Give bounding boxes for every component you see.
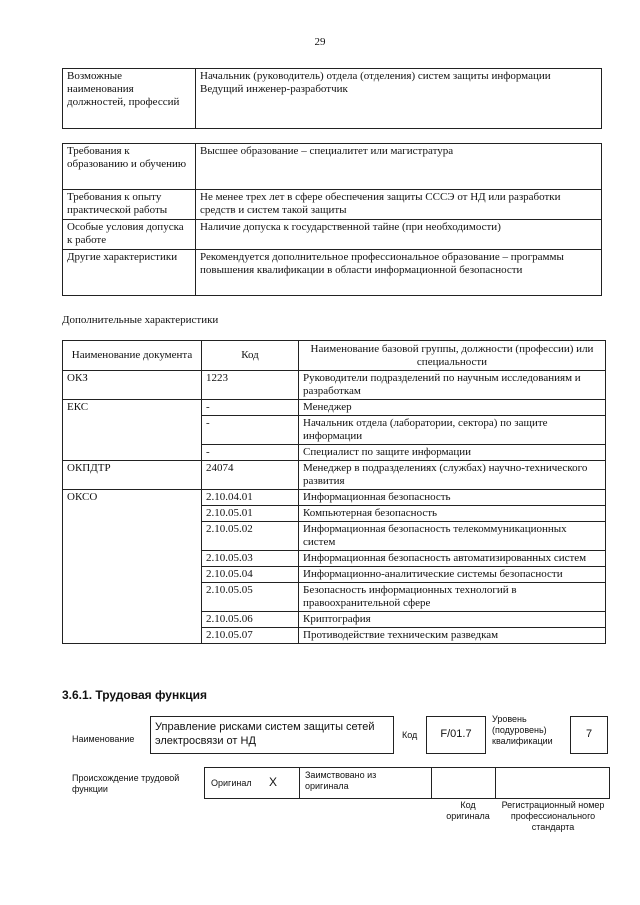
table-row bbox=[63, 220, 602, 250]
name-cell: Специалист по защите информации bbox=[299, 445, 606, 461]
table-row bbox=[63, 190, 602, 220]
table-row bbox=[63, 371, 606, 400]
code-cell: 2.10.05.03 bbox=[202, 551, 299, 567]
code-cell: 2.10.04.01 bbox=[202, 490, 299, 506]
name-cell: Информационно-аналитические системы безопасности bbox=[299, 567, 606, 583]
code-cell: 2.10.05.04 bbox=[202, 567, 299, 583]
code-cell: - bbox=[202, 416, 299, 445]
section-title: 3.6.1. Трудовая функция bbox=[62, 688, 207, 702]
code-original-caption: Код оригинала bbox=[446, 800, 490, 821]
name-cell: Начальник отдела (лаборатории, сектора) по защите информации bbox=[299, 416, 606, 445]
row-value: Не менее трех лет в сфере обеспечения защиты СССЭ от НД или разработки средств и систем такой защиты bbox=[196, 190, 602, 220]
table-row bbox=[63, 250, 602, 296]
name-cell: Информационная безопасность автоматизированных систем bbox=[299, 551, 606, 567]
name-cell: Компьютерная безопасность bbox=[299, 506, 606, 522]
table-row bbox=[63, 69, 602, 129]
table-header-row bbox=[63, 341, 606, 371]
name-cell: Менеджер в подразделениях (службах) научно-технического развития bbox=[299, 461, 606, 490]
origin-row bbox=[204, 767, 610, 799]
code-label: Код bbox=[402, 730, 418, 740]
row-label: Требования к опыту практической работы bbox=[63, 190, 196, 220]
row-value: Высшее образование – специалитет или магистратура bbox=[196, 144, 602, 190]
name-cell: Криптография bbox=[299, 612, 606, 628]
header-name: Наименование базовой группы, должности (профессии) или специальности bbox=[299, 341, 606, 371]
reg-number-caption: Регистрационный номер профессионального стандарта bbox=[501, 800, 605, 832]
code-cell: 2.10.05.06 bbox=[202, 612, 299, 628]
possible-positions-table bbox=[62, 68, 602, 129]
level-box bbox=[570, 716, 608, 754]
name-label: Наименование bbox=[72, 734, 135, 744]
doc-cell: ОКПДТР bbox=[63, 461, 202, 490]
function-name-box bbox=[150, 716, 394, 754]
name-cell: Руководители подразделений по научным исследованиям и разработкам bbox=[299, 371, 606, 400]
additional-characteristics-caption: Дополнительные характеристики bbox=[62, 314, 219, 326]
code-cell: 2.10.05.02 bbox=[202, 522, 299, 551]
name-cell: Противодействие техническим разведкам bbox=[299, 628, 606, 644]
original-label: Оригинал bbox=[211, 778, 252, 788]
code-cell: - bbox=[202, 445, 299, 461]
page-number: 29 bbox=[314, 36, 326, 48]
table-row bbox=[63, 461, 606, 490]
function-code-value: F/01.7 bbox=[440, 728, 472, 740]
level-value: 7 bbox=[585, 728, 593, 740]
row-label: Другие характеристики bbox=[63, 250, 196, 296]
header-code: Код bbox=[202, 341, 299, 371]
row-value: Наличие допуска к государственной тайне (при необходимости) bbox=[196, 220, 602, 250]
table-row bbox=[63, 144, 602, 190]
row-label: Особые условия допуска к работе bbox=[63, 220, 196, 250]
requirements-table bbox=[62, 143, 602, 296]
name-cell: Информационная безопасность телекоммуникационных систем bbox=[299, 522, 606, 551]
classifier-table bbox=[62, 340, 606, 644]
row-label: Требования к образованию и обучению bbox=[63, 144, 196, 190]
code-cell: 2.10.05.07 bbox=[202, 628, 299, 644]
code-cell: 2.10.05.01 bbox=[202, 506, 299, 522]
origin-label: Происхождение трудовой функции bbox=[72, 773, 180, 794]
table-row bbox=[63, 400, 606, 416]
code-cell: 24074 bbox=[202, 461, 299, 490]
row-value: Рекомендуется дополнительное профессиональное образование – программы повышения квалификации в области информационной безопасности bbox=[196, 250, 602, 296]
name-cell: Менеджер bbox=[299, 400, 606, 416]
original-mark: X bbox=[269, 775, 278, 789]
header-document: Наименование документа bbox=[63, 341, 202, 371]
doc-cell: ОКЗ bbox=[63, 371, 202, 400]
row-value: Начальник (руководитель) отдела (отделения) систем защиты информации Ведущий инженер-разработчик bbox=[196, 69, 602, 129]
code-cell: 2.10.05.05 bbox=[202, 583, 299, 612]
function-code-box bbox=[426, 716, 486, 754]
code-cell: 1223 bbox=[202, 371, 299, 400]
doc-cell: ЕКС bbox=[63, 400, 202, 461]
code-cell: - bbox=[202, 400, 299, 416]
row-label: Возможные наименования должностей, профессий bbox=[63, 69, 196, 129]
level-label: Уровень (подуровень) квалификации bbox=[492, 714, 553, 746]
table-row bbox=[63, 490, 606, 506]
name-cell: Безопасность информационных технологий в правоохранительной сфере bbox=[299, 583, 606, 612]
divider bbox=[495, 768, 496, 798]
borrowed-label: Заимствовано из оригинала bbox=[305, 770, 377, 791]
divider bbox=[431, 768, 432, 798]
name-cell: Информационная безопасность bbox=[299, 490, 606, 506]
divider bbox=[299, 768, 300, 798]
doc-cell: ОКСО bbox=[63, 490, 202, 644]
function-name-value: Управление рисками систем защиты сетей электросвязи от НД bbox=[155, 721, 375, 747]
